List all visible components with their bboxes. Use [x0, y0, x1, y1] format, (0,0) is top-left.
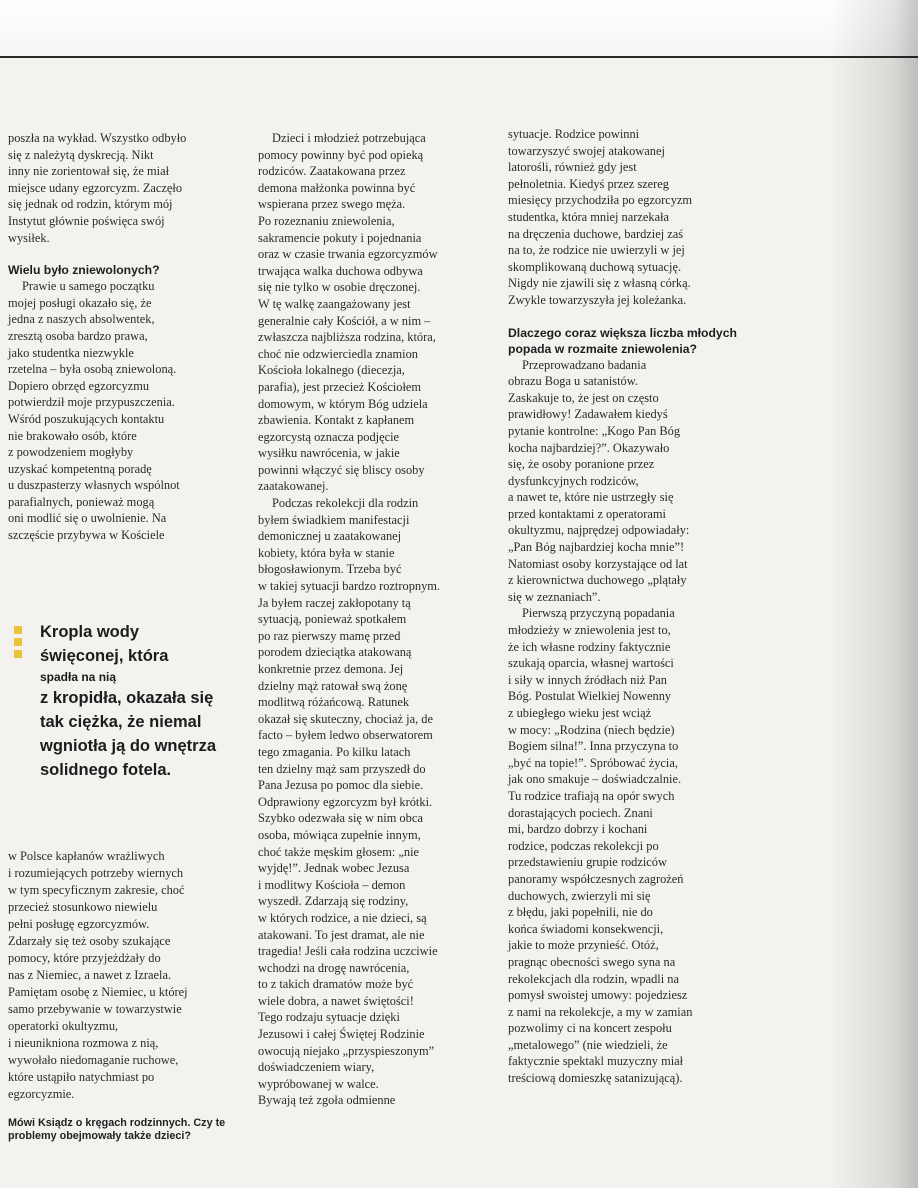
text-line: się z należytą dyskrecją. Nikt: [8, 147, 154, 162]
text-line: miesięcy przychodziła po egzorcyzm: [508, 193, 693, 208]
text-line: i rozumiejących potrzeby wiernych: [8, 866, 184, 880]
text-line: nas z Niemiec, a nawet z Izraela.: [8, 968, 172, 982]
text-line: Nigdy nie zjawili się z własną córką.: [508, 276, 691, 291]
text-line: poszła na wykład. Wszystko odbyło: [8, 131, 187, 145]
text-line: młodzieży w zniewolenia jest to,: [508, 623, 671, 638]
text-line: parafialnych, ponieważ mogą: [8, 494, 155, 509]
text-line: Bóg. Postulat Wielkiej Nowenny: [508, 689, 672, 704]
column-2: [258, 130, 494, 1109]
text-line: Bogiem silna!”. Inna przyczyna to: [508, 739, 679, 754]
column-3: [508, 126, 744, 1087]
text-line: zresztą osoba bardzo prawa,: [8, 328, 148, 343]
text-line: wysiłek.: [8, 230, 50, 245]
text-line: „Pan Bóg najbardziej kocha mnie”!: [508, 540, 685, 555]
text-line: studentka, która mniej narzekała: [508, 209, 670, 224]
text-line: modlitwą różańcową. Ratunek: [258, 695, 410, 710]
text-line: okultyzmu, najprędzej odpowiadały:: [508, 523, 690, 538]
col1-answer-paragraph: [8, 278, 236, 544]
text-line: się nie tylko w osobie dręczonej.: [258, 280, 421, 295]
text-line: W tę walkę zaangażowany jest: [258, 296, 411, 311]
text-line: na dręczenia duchowe, bardziej zaś: [508, 226, 684, 241]
text-line: z kierownictwa duchowego „plątały: [508, 573, 687, 588]
text-line: rodziców. Zaatakowana przez: [258, 164, 406, 179]
text-line: choć nie odzwierciedla znamion: [258, 346, 418, 361]
text-line: osoba, mówiąca zupełnie innym,: [258, 827, 421, 842]
text-line: się, że osoby poranione przez: [508, 457, 655, 472]
text-line: jako studentka niezwykle: [8, 345, 134, 360]
col1-bottom-paragraph: [8, 848, 240, 1103]
text-line: Zwykle towarzyszyła jej koleżanka.: [508, 292, 687, 307]
text-line: Tu rodzice trafiają na opór swych: [508, 788, 675, 803]
text-line: jak ono smakuje – doświadczalnie.: [508, 772, 682, 787]
question-heading-3: Dlaczego coraz większa liczba młodych popada w rozmaite zniewolenia?: [508, 325, 737, 356]
text-line: Pamiętam osobę z Niemiec, u której: [8, 985, 188, 999]
text-line: choć także męskim głosem: „nie: [258, 844, 420, 859]
text-line: w takiej sytuacji bardzo roztropnym.: [258, 579, 441, 594]
text-line: się w zeznaniach”.: [508, 589, 601, 604]
text-line: pomocy powinny być pod opieką: [258, 147, 424, 162]
text-line: Zaskakuje to, że jest on często: [508, 390, 659, 405]
text-line: wspierana przez swego męża.: [258, 197, 406, 212]
text-line: Szybko odezwała się w nim obca: [258, 811, 423, 826]
text-line: treściową domieszkę satanizującą).: [508, 1071, 683, 1086]
text-line: z nami na rekolekcje, a my w zamian: [508, 1004, 693, 1019]
text-line: obrazu Boga u satanistów.: [508, 374, 638, 389]
text-line: Kościoła lokalnego (diecezja,: [258, 363, 405, 378]
column-1: [8, 130, 236, 544]
text-line: demonicznej u zaatakowanej: [258, 529, 402, 544]
text-line: dysfunkcyjnych rodziców,: [508, 473, 639, 488]
text-line: Dzieci i młodzież potrzebująca: [272, 131, 426, 145]
text-line: egzorcystą oznacza podjęcie: [258, 429, 400, 444]
text-line: rzetelna – była osobą zniewoloną.: [8, 362, 177, 377]
text-line: porodem dzieciątka atakowaną: [258, 645, 412, 660]
pull-quote-line: święconej, która: [40, 647, 169, 665]
text-line: pełnoletnia. Kiedyś przez szereg: [508, 176, 670, 191]
pull-quote-line: solidnego fotela.: [40, 761, 172, 779]
text-line: w których rodzice, a nie dzieci, są: [258, 910, 427, 925]
text-line: powinni włączyć się bliscy osoby: [258, 462, 425, 477]
text-line: samo przebywanie w towarzystwie: [8, 1002, 182, 1016]
text-line: parafia), jest przecież Kościołem: [258, 379, 422, 394]
text-line: panoramy współczesnych zagrożeń: [508, 871, 684, 886]
text-line: Instytut głównie poświęca swój: [8, 213, 165, 228]
text-line: kobiety, która była w stanie: [258, 545, 395, 560]
pull-quote-line: Kropla wody: [40, 623, 140, 641]
text-line: okazał się skuteczny, chociaż ja, de: [258, 711, 433, 726]
text-line: Podczas rekolekcji dla rodzin: [272, 496, 419, 511]
text-line: nie brakowało osób, które: [8, 428, 137, 443]
text-line: jakie to może przynieść. Otóż,: [508, 938, 659, 953]
text-line: domowym, w którym Bóg udziela: [258, 396, 428, 411]
text-line: Dopiero obrzęd egzorcyzmu: [8, 378, 150, 393]
text-line: że ich własne rodziny faktycznie: [508, 639, 671, 654]
question-heading-2: Mówi Ksiądz o kręgach rodzinnych. Czy te problemy obejmowały także dzieci?: [8, 1117, 226, 1142]
text-line: facto – byłem ledwo obserwatorem: [258, 728, 433, 743]
text-line: dorastających pociech. Znani: [508, 805, 653, 820]
text-line: Natomiast osoby korzystające od lat: [508, 556, 688, 571]
text-line: zbawienia. Kontakt z kapłanem: [258, 413, 415, 428]
text-line: a nawet te, które nie ustrzegły się: [508, 490, 674, 505]
text-line: pozwolimy ci na koncert zespołu: [508, 1021, 672, 1036]
text-line: końca świadomi konsekwencji,: [508, 921, 664, 936]
text-line: wysiłku nawrócenia, w jakie: [258, 446, 400, 461]
text-line: inny nie zorientował się, że miał: [8, 164, 170, 179]
pull-quote-line: tak ciężka, że niemal: [40, 713, 202, 731]
text-line: doświadczeniem wiary,: [258, 1060, 375, 1075]
pull-quote-line: spadła na nią: [40, 670, 117, 684]
text-line: byłem świadkiem manifestacji: [258, 512, 410, 527]
text-line: uzyskać kompetentną poradę: [8, 461, 152, 476]
text-line: wiele dobra, a nawet świętości!: [258, 993, 414, 1008]
text-line: rekolekcjach dla rodzin, wpadli na: [508, 971, 679, 986]
text-line: miejsce udany egzorcyzm. Zaczęło: [8, 180, 183, 195]
text-line: towarzyszyć swojej atakowanej: [508, 143, 665, 158]
text-line: Wśród poszukujących kontaktu: [8, 411, 165, 426]
text-line: pytanie kontrolne: „Kogo Pan Bóg: [508, 423, 681, 438]
pull-quote-line: z kropidła, okazała się: [40, 689, 214, 707]
text-line: oni modlić się o uwolnienie. Na: [8, 511, 167, 526]
text-line: atakowani. To jest dramat, ale nie: [258, 927, 425, 942]
text-line: u duszpasterzy własnych wspólnot: [8, 478, 180, 493]
text-line: błogosławionym. Trzeba być: [258, 562, 402, 577]
pull-quote: [8, 620, 238, 782]
col3-answer-paragraph: [508, 357, 744, 1087]
text-line: Prawie u samego początku: [22, 279, 155, 294]
text-line: przecież stosunkowo niewielu: [8, 900, 158, 914]
text-line: wypróbowanej w walce.: [258, 1076, 379, 1091]
text-line: z ubiegłego wieku jest wciąż: [508, 706, 652, 720]
text-line: jedna z naszych absolwentek,: [8, 312, 155, 327]
text-line: zaatakowanej.: [258, 479, 329, 494]
text-line: Pana Jezusa po pomoc dla siebie.: [258, 778, 424, 793]
text-line: dzielny mąż ratował swą żonę: [258, 678, 408, 693]
text-line: w tym specyficznym zakresie, choć: [8, 883, 185, 897]
text-line: mi, bardzo dobrzy i kochani: [508, 822, 648, 837]
text-line: tego zmagania. Po kilku latach: [258, 744, 411, 759]
text-line: Zdarzały się też osoby szukające: [8, 934, 171, 948]
text-line: się jednak od rodzin, którym mój: [8, 197, 173, 212]
text-line: operatorki okultyzmu,: [8, 1019, 119, 1033]
text-line: szukają oparcia, własnej wartości: [508, 656, 674, 671]
text-line: sytuacją, ponieważ spotkałem: [258, 612, 407, 627]
text-line: sytuacje. Rodzice powinni: [508, 127, 640, 141]
text-line: kocha najbardziej?”. Okazywało: [508, 440, 670, 455]
text-line: i modlitwy Kościoła – demon: [258, 877, 406, 892]
text-line: na to, że rodzice nie uwierzyli w jej: [508, 243, 685, 258]
text-line: wchodzi na drogę nawrócenia,: [258, 960, 410, 975]
pull-quote-line: wgniotła ją do wnętrza: [40, 737, 217, 755]
column-1-bottom: [8, 848, 240, 1143]
text-line: prawidłowy! Zadawałem kiedyś: [508, 407, 668, 422]
text-line: Pierwszą przyczyną popadania: [522, 606, 675, 621]
text-line: wyjdę!”. Jednak wobec Jezusa: [258, 861, 410, 876]
col1-top-paragraph: [8, 130, 236, 246]
text-line: i siły w innych źródłach niż Pan: [508, 672, 667, 687]
text-line: które ustąpiło natychmiast po: [8, 1070, 155, 1084]
text-line: „być na topie!”. Spróbować życia,: [508, 755, 678, 770]
text-line: po raz pierwszy mamę przed: [258, 628, 401, 643]
text-line: przed kontaktami z operatorami: [508, 506, 666, 521]
text-line: demona małżonka powinna być: [258, 180, 416, 195]
text-line: Po rozeznaniu zniewolenia,: [258, 213, 395, 228]
pull-quote-text: [40, 620, 238, 782]
text-line: owocują niejako „przyspieszonym”: [258, 1043, 435, 1058]
text-line: pełni posługę egzorcyzmów.: [8, 917, 150, 931]
text-line: konkretnie przez demona. Jej: [258, 662, 404, 676]
text-line: z powodzeniem mogłyby: [8, 445, 134, 460]
text-line: mojej posługi okazało się, że: [8, 295, 152, 310]
text-line: w Polsce kapłanów wrażliwych: [8, 849, 165, 863]
text-line: z błędu, jaki popełnili, nie do: [508, 905, 653, 920]
text-line: Odprawiony egzorcyzm był krótki.: [258, 794, 433, 809]
text-line: ten dzielny mąż sam przyszedł do: [258, 761, 426, 776]
text-line: potwierdził moje przypuszczenia.: [8, 395, 175, 410]
text-line: Jezusowi i całej Świętej Rodzinie: [258, 1027, 425, 1042]
text-line: generalnie cały Kościół, a w nim –: [258, 313, 431, 328]
decorative-squares: [14, 626, 24, 662]
text-line: pomysł swoistej umowy: pojedziesz: [508, 988, 688, 1003]
text-line: trwająca walka duchowa odbywa: [258, 263, 423, 278]
text-line: zwłaszcza najbliższa rodzina, która,: [258, 330, 436, 345]
text-line: Bywają też zgoła odmienne: [258, 1093, 396, 1108]
text-line: wyszedł. Zdarzają się rodziny,: [258, 894, 409, 909]
text-line: „metalowego” (nie wiedzieli, że: [508, 1037, 668, 1052]
text-line: rodzice, podczas rekolekcji po: [508, 838, 659, 853]
text-line: egzorcyzmie.: [8, 1087, 75, 1101]
text-line: w mocy: „Rodzina (niech będzie): [508, 722, 675, 737]
text-line: duchowych, zwierzyli mi się: [508, 888, 651, 903]
text-line: szczęście przybywa w Kościele: [8, 528, 165, 543]
text-line: oraz w czasie trwania egzorcyzmów: [258, 247, 438, 262]
col3-top-paragraph: [508, 126, 744, 309]
text-line: sakramencie pokuty i pojednania: [258, 230, 422, 245]
text-line: tragedia! Jeśli cała rodzina uczciwie: [258, 944, 438, 959]
text-line: pomocy, które przyjeżdżały do: [8, 951, 161, 965]
text-line: i nieunikniona rozmowa z nią,: [8, 1036, 159, 1050]
text-line: wywołało niedomaganie ruchowe,: [8, 1053, 179, 1067]
question-heading-1: Wielu było zniewolonych?: [8, 263, 160, 278]
text-line: Tego rodzaju sytuacje dzięki: [258, 1010, 400, 1025]
col2-text: [258, 130, 494, 1109]
text-line: skomplikowaną duchową sytuację.: [508, 259, 682, 274]
text-line: Przeprowadzano badania: [522, 357, 647, 372]
text-line: to z takich dramatów może być: [258, 977, 414, 992]
text-line: przedstawieniu grupie rodziców: [508, 855, 667, 870]
text-line: Ja byłem raczej zakłopotany tą: [258, 595, 411, 610]
text-line: pragnąc obecności swego syna na: [508, 954, 676, 969]
text-line: latorośli, również gdy jest: [508, 160, 637, 175]
text-line: faktycznie spektakl muzyczny miał: [508, 1054, 684, 1069]
